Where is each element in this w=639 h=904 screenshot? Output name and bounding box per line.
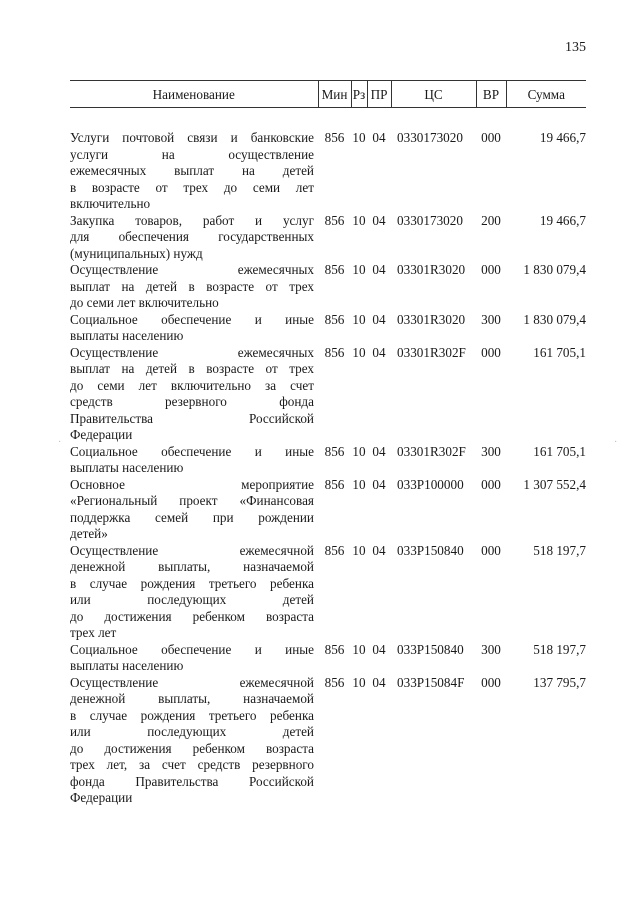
table-row [70, 108, 586, 213]
row-name-line: Осуществление ежемесячных [70, 262, 314, 277]
row-cs: 03301R3020 [397, 262, 466, 277]
row-rz: 10 [352, 476, 366, 492]
row-name-line: Федерации [70, 427, 133, 442]
table-row [70, 675, 586, 807]
row-name-line: поддержка семей при рождении [70, 509, 314, 525]
row-name-line: в возрасте от трех до семи лет [70, 179, 314, 195]
row-vr: 000 [481, 344, 501, 360]
row-pr: 04 [372, 443, 386, 459]
row-pr: 04 [372, 311, 386, 327]
row-cs: 033P100000 [397, 476, 464, 492]
row-cs: 0330173020 [397, 130, 463, 145]
row-name-line: детей» [70, 526, 108, 541]
row-name-line: выплаты населению [70, 328, 184, 343]
header-cs: ЦС [391, 81, 476, 108]
row-pr: 04 [372, 212, 386, 228]
row-sum: 1 830 079,4 [523, 311, 586, 327]
row-sum: 518 197,7 [533, 641, 586, 657]
row-name-line: Правительства Российской [70, 410, 314, 426]
row-name [70, 213, 318, 263]
row-min: 856 [324, 476, 345, 492]
row-name [70, 642, 318, 675]
row-name [70, 675, 318, 807]
row-pr: 04 [372, 262, 386, 277]
row-name-line: выплат на детей в возрасте от трех [70, 278, 314, 294]
row-name-line: выплаты населению [70, 460, 184, 475]
row-name [70, 312, 318, 345]
table-row [70, 642, 586, 675]
row-pr: 04 [372, 641, 386, 657]
table-header [70, 81, 586, 108]
row-name-line: фонда Правительства Российской [70, 773, 314, 789]
table-row [70, 262, 586, 312]
row-vr: 200 [481, 212, 501, 228]
row-pr: 04 [372, 344, 386, 360]
margin-mark-right: · [614, 437, 618, 448]
row-name-line: Осуществление ежемесячных [70, 344, 314, 360]
row-name [70, 108, 318, 213]
row-name-line: до достижения ребенком возраста [70, 740, 314, 756]
table-row [70, 543, 586, 642]
row-cs: 0330173020 [397, 212, 463, 228]
row-name-line: включительно [70, 196, 151, 211]
table-row [70, 345, 586, 444]
row-min: 856 [324, 311, 345, 327]
row-name [70, 477, 318, 543]
header-pr: ПР [367, 81, 391, 108]
table-row [70, 444, 586, 477]
row-rz: 10 [352, 641, 366, 657]
row-rz: 10 [352, 344, 366, 360]
header-sum: Сумма [506, 81, 586, 108]
row-sum: 1 307 552,4 [523, 476, 586, 492]
row-name-line: в случае рождения третьего ребенка [70, 707, 314, 723]
row-vr: 300 [481, 311, 501, 327]
row-sum: 137 795,7 [533, 674, 586, 690]
row-name-line: Услуги почтовой связи и банковские [70, 130, 314, 145]
row-sum: 161 705,1 [533, 344, 586, 360]
row-name-line: в случае рождения третьего ребенка [70, 575, 314, 591]
row-rz: 10 [352, 311, 366, 327]
row-min: 856 [324, 443, 345, 459]
row-sum: 518 197,7 [533, 542, 586, 558]
row-pr: 04 [372, 130, 386, 145]
header-min: Мин [318, 81, 351, 108]
row-name-line: до семи лет включительно [70, 295, 219, 310]
page-number: 135 [565, 40, 586, 55]
row-name-line: «Региональный проект «Финансовая [70, 493, 314, 508]
row-name-line: Социальное обеспечение и иные [70, 311, 314, 327]
row-name-line: услуги на осуществление [70, 146, 314, 162]
row-name-line: выплат на детей в возрасте от трех [70, 361, 314, 376]
row-cs: 033P150840 [397, 641, 464, 657]
row-min: 856 [324, 212, 345, 228]
row-sum: 161 705,1 [533, 443, 586, 459]
header-rz: Рз [351, 81, 367, 108]
row-name [70, 444, 318, 477]
row-pr: 04 [372, 674, 386, 690]
row-name-line: или последующих детей [70, 724, 314, 739]
row-rz: 10 [352, 130, 366, 145]
row-sum: 1 830 079,4 [523, 262, 586, 277]
row-name [70, 543, 318, 642]
row-vr: 300 [481, 443, 501, 459]
row-name-line: Закупка товаров, работ и услуг [70, 212, 314, 228]
row-rz: 10 [352, 212, 366, 228]
row-name-line: до достижения ребенком возраста [70, 608, 314, 624]
row-sum: 19 466,7 [539, 212, 586, 228]
row-name-line: Основное мероприятие [70, 476, 314, 492]
row-vr: 000 [481, 476, 501, 492]
header-name: Наименование [70, 81, 318, 108]
row-rz: 10 [352, 443, 366, 459]
row-min: 856 [324, 262, 345, 277]
row-name-line: трех лет, за счет средств резервного [70, 757, 314, 772]
row-rz: 10 [352, 674, 366, 690]
row-vr: 300 [481, 641, 501, 657]
row-pr: 04 [372, 476, 386, 492]
row-cs: 033P15084F [397, 674, 465, 690]
row-name [70, 262, 318, 312]
row-name-line: денежной выплаты, назначаемой [70, 559, 314, 574]
row-vr: 000 [481, 262, 501, 277]
row-name-line: выплаты населению [70, 658, 184, 673]
row-min: 856 [324, 641, 345, 657]
row-cs: 03301R302F [397, 443, 466, 459]
row-name-line: денежной выплаты, назначаемой [70, 691, 314, 706]
row-name-line: средств резервного фонда [70, 394, 314, 409]
table-body [70, 108, 586, 807]
row-vr: 000 [481, 542, 501, 558]
row-min: 856 [324, 344, 345, 360]
row-cs: 033P150840 [397, 542, 464, 558]
row-vr: 000 [481, 674, 501, 690]
margin-mark-left: · [58, 437, 62, 448]
row-name-line: Осуществление ежемесячной [70, 542, 314, 558]
row-name-line: Федерации [70, 790, 133, 805]
row-name [70, 345, 318, 444]
row-name-line: для обеспечения государственных [70, 229, 314, 244]
row-name-line: до семи лет включительно за счет [70, 377, 314, 393]
header-vr: ВР [476, 81, 506, 108]
budget-table [70, 80, 586, 807]
row-name-line: ежемесячных выплат на детей [70, 163, 314, 178]
row-cs: 03301R3020 [397, 311, 466, 327]
row-sum: 19 466,7 [539, 130, 586, 145]
row-name-line: трех лет [70, 625, 117, 640]
row-vr: 000 [481, 130, 501, 145]
row-name-line: Осуществление ежемесячной [70, 674, 314, 690]
row-name-line: Социальное обеспечение и иные [70, 443, 314, 459]
row-rz: 10 [352, 542, 366, 558]
row-rz: 10 [352, 262, 366, 277]
table-row [70, 477, 586, 543]
row-name-line: Социальное обеспечение и иные [70, 641, 314, 657]
table-row [70, 312, 586, 345]
row-cs: 03301R302F [397, 344, 466, 360]
row-min: 856 [324, 542, 345, 558]
row-min: 856 [324, 130, 345, 145]
row-pr: 04 [372, 542, 386, 558]
row-name-line: или последующих детей [70, 592, 314, 607]
row-min: 856 [324, 674, 345, 690]
row-name-line: (муниципальных) нужд [70, 245, 203, 261]
table-row [70, 213, 586, 263]
